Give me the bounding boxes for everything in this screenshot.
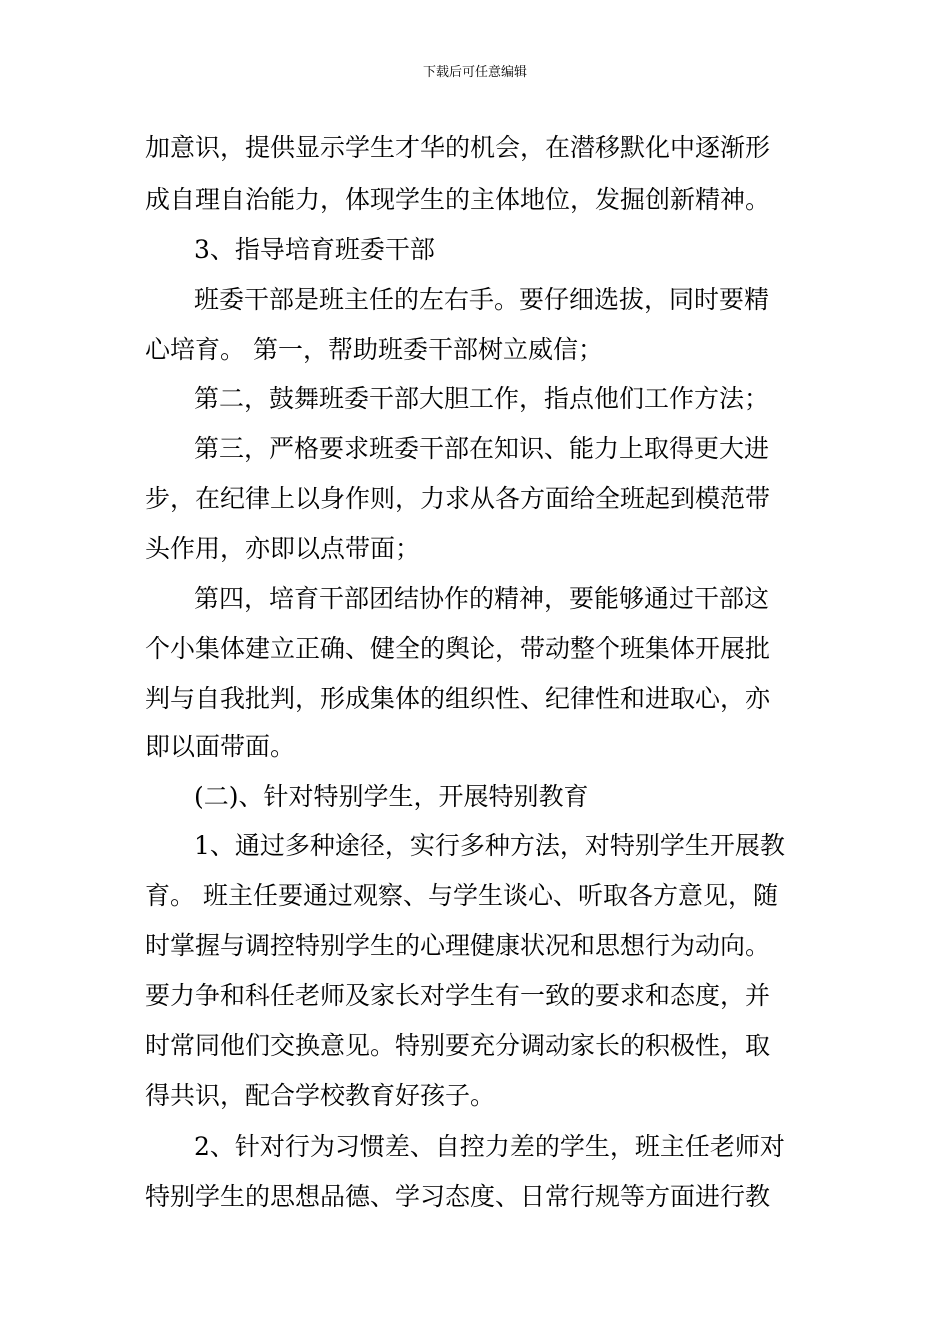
text-line: 第二，鼓舞班委干部大胆工作，指点他们工作方法； [194,384,770,413]
text-line: 得共识，配合学校教育好孩子。 [145,1081,496,1110]
text-line: 2、针对行为习惯差、自控力差的学生，班主任老师对 [194,1132,785,1161]
text-line: 要力争和科任老师及家长对学生有一致的要求和态度，并 [145,981,771,1010]
text-line: 3、指导培育班委干部 [194,235,435,264]
page-header: 下载后可任意编辑 [422,65,527,80]
text-line: (二)、针对特别学生，开展特别教育 [194,782,589,811]
text-line: 时掌握与调控特别学生的心理健康状况和思想行为动向。 [145,931,771,960]
text-line: 时常同他们交换意见。特别要充分调动家长的积极性，取 [145,1031,771,1060]
text-line: 加意识，提供显示学生才华的机会，在潜移默化中逐渐形 [145,133,771,162]
text-line: 特别学生的思想品德、学习态度、日常行规等方面进行教 [145,1182,771,1211]
text-line: 班委干部是班主任的左右手。要仔细选拔，同时要精 [194,285,770,314]
text-line: 心培育。 第一，帮助班委干部树立威信； [145,335,603,364]
text-line: 成自理自治能力，体现学生的主体地位，发掘创新精神。 [145,185,771,214]
text-line: 个小集体建立正确、健全的舆论，带动整个班集体开展批 [145,634,771,663]
text-line: 育。 班主任要通过观察、与学生谈心、听取各方意见，随 [145,881,778,910]
text-line: 第四，培育干部团结协作的精神，要能够通过干部这 [194,584,770,613]
text-line: 判与自我批判，形成集体的组织性、纪律性和进取心，亦 [145,684,771,713]
text-line: 步，在纪律上以身作则，力求从各方面给全班起到模范带 [145,484,771,513]
text-line: 头作用，亦即以点带面； [145,534,421,563]
text-line: 第三，严格要求班委干部在知识、能力上取得更大进 [194,434,770,463]
text-line: 即以面带面。 [145,732,296,761]
text-line: 1、通过多种途径，实行多种方法，对特别学生开展教 [194,831,785,860]
